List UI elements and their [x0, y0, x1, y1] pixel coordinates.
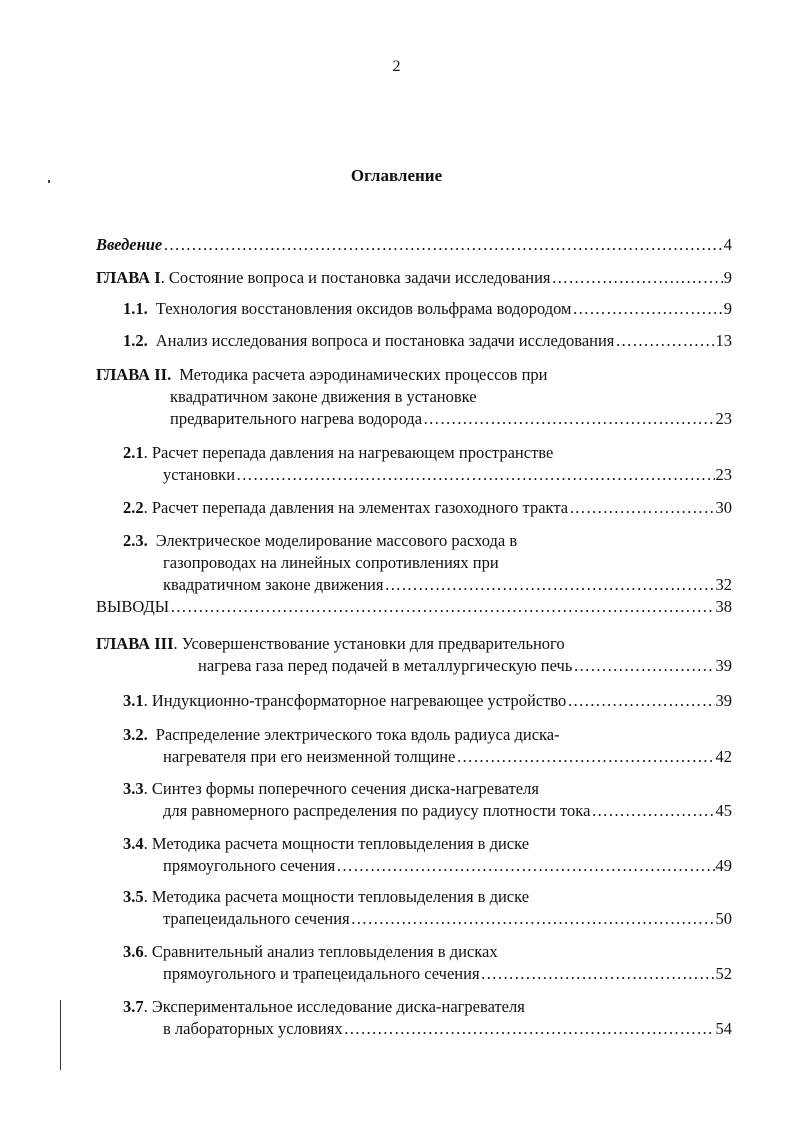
section-title-line1: Электрическое моделирование массового расхода в	[155, 531, 518, 550]
section-title-line2: прямоугольного сечения	[163, 856, 336, 875]
toc-entry-3-4-line1[interactable]	[123, 833, 732, 855]
toc-entry-1-2[interactable]	[123, 330, 732, 352]
toc-entry-3-1[interactable]	[123, 690, 732, 712]
chapter-title: . Состояние вопроса и постановка задачи исследования	[160, 268, 551, 287]
section-number: 3.5	[123, 887, 144, 906]
toc-entry-3-5-line1[interactable]	[123, 886, 732, 908]
dot-leader	[573, 655, 714, 677]
section-number: 2.2	[123, 498, 144, 517]
dot-leader	[591, 800, 714, 822]
section-title: Технология восстановления оксидов вольфрама водородом	[155, 299, 572, 318]
section-title-line1: . Экспериментальное исследование диска-нагревателя	[143, 997, 525, 1016]
chapter-label: ГЛАВА II.	[96, 365, 172, 384]
page-ref: 13	[715, 331, 732, 350]
page-number: 2	[392, 58, 401, 75]
chapter-title-line2: нагрева газа перед подачей в металлургическую печь	[198, 656, 573, 675]
page-ref: 9	[723, 299, 732, 318]
section-title-line1: . Методика расчета мощности тепловыделения в диске	[143, 834, 530, 853]
section-title-line2: установки	[163, 465, 236, 484]
section-number: 3.7	[123, 997, 144, 1016]
toc-entry-2-1-line2[interactable]	[163, 464, 732, 486]
section-title-line1: . Сравнительный анализ тепловыделения в дисках	[143, 942, 498, 961]
page-ref: 9	[723, 268, 732, 287]
page-ref: 23	[715, 465, 732, 484]
toc-entry-2-3-line3[interactable]	[163, 574, 732, 596]
toc-entry-2-1-line1[interactable]	[123, 442, 732, 464]
toc-entry-3-2-line2[interactable]	[163, 746, 732, 768]
page-ref: 4	[723, 235, 732, 254]
dot-leader	[481, 963, 715, 985]
section-title-line3: квадратичном законе движения	[163, 575, 384, 594]
dot-leader	[552, 267, 723, 289]
chapter-label: ГЛАВА I	[96, 268, 161, 287]
toc-entry-3-7-line1[interactable]	[123, 996, 732, 1018]
section-number: 1.1.	[123, 299, 148, 318]
section-title-line2: для равномерного распределения по радиусу плотности тока	[163, 801, 591, 820]
section-title-line1: . Синтез формы поперечного сечения диска-нагревателя	[143, 779, 539, 798]
section-number: 2.3.	[123, 531, 148, 550]
section-number: 3.3	[123, 779, 144, 798]
toc-entry-3-2-line1[interactable]	[123, 724, 732, 746]
toc-entry-intro[interactable]	[96, 234, 732, 256]
chapter-title-line1: Методика расчета аэродинамических процессов при	[179, 365, 548, 384]
section-title-line2: трапецеидального сечения	[163, 909, 350, 928]
toc-entry-3-7-line2[interactable]	[163, 1018, 732, 1040]
page-ref: 39	[715, 656, 732, 675]
toc-entry-2-3-line1[interactable]	[123, 530, 732, 552]
page-ref: 52	[715, 964, 732, 983]
section-title-line2: прямоугольного и трапецеидального сечения	[163, 964, 480, 983]
page-ref: 23	[715, 409, 732, 428]
dot-leader	[351, 908, 715, 930]
toc-entry-3-4-line2[interactable]	[163, 855, 732, 877]
section-title: . Индукционно-трансформаторное нагревающее устройство	[143, 691, 567, 710]
toc-entry-chapter-3-line2[interactable]	[198, 655, 732, 677]
dot-leader	[567, 690, 714, 712]
toc-entry-3-6-line2[interactable]	[163, 963, 732, 985]
toc-entry-1-1[interactable]	[123, 298, 732, 320]
section-number: 2.1	[123, 443, 144, 462]
toc-entry-chapter-2-line1[interactable]	[96, 364, 732, 386]
toc-entry-chapter-2-line3[interactable]	[170, 408, 732, 430]
dot-leader	[456, 746, 714, 768]
dot-leader	[569, 497, 714, 519]
toc-entry-2-2[interactable]	[123, 497, 732, 519]
section-title-line1: Распределение электрического тока вдоль радиуса диска-	[155, 725, 560, 744]
toc-entry-3-3-line1[interactable]	[123, 778, 732, 800]
page-ref: 54	[715, 1019, 732, 1038]
dot-leader	[163, 234, 722, 256]
section-title: Анализ исследования вопроса и постановка задачи исследования	[155, 331, 615, 350]
intro-label: Введение	[96, 235, 163, 254]
chapter-title-line2: квадратичном законе движения в установке	[170, 387, 477, 406]
dot-leader	[170, 596, 714, 618]
toc-entry-3-5-line2[interactable]	[163, 908, 732, 930]
section-number: 3.2.	[123, 725, 148, 744]
section-title-line2: нагревателя при его неизменной толщине	[163, 747, 456, 766]
page-ref: 39	[715, 691, 732, 710]
dot-leader	[236, 464, 714, 486]
dot-leader	[344, 1018, 715, 1040]
section-title-line2: газопроводах на линейных сопротивлениях при	[163, 553, 499, 572]
page-ref: 49	[715, 856, 732, 875]
section-title: . Расчет перепада давления на элементах газоходного тракта	[143, 498, 569, 517]
page-ref: 50	[715, 909, 732, 928]
section-number: 3.6	[123, 942, 144, 961]
toc-title: Оглавление	[350, 166, 443, 185]
dot-leader	[423, 408, 714, 430]
toc-entry-3-6-line1[interactable]	[123, 941, 732, 963]
toc-entry-chapter-2-line2	[170, 386, 732, 408]
toc-entry-3-3-line2[interactable]	[163, 800, 732, 822]
section-title-line1: . Методика расчета мощности тепловыделения в диске	[143, 887, 530, 906]
section-number: 1.2.	[123, 331, 148, 350]
chapter-title-line1: . Усовершенствование установки для предварительного	[173, 634, 565, 653]
page-ref: 32	[715, 575, 732, 594]
toc-entry-2-3-line2	[163, 552, 732, 574]
page-ref: 45	[715, 801, 732, 820]
dot-leader	[384, 574, 714, 596]
page-ref: 42	[715, 747, 732, 766]
page-ref: 30	[715, 498, 732, 517]
dot-leader	[336, 855, 714, 877]
toc-entry-conclusions[interactable]	[96, 596, 732, 618]
conclusions-label: ВЫВОДЫ	[96, 597, 170, 616]
section-title-line2: в лабораторных условиях	[163, 1019, 343, 1038]
dot-leader	[615, 330, 714, 352]
section-title-line1: . Расчет перепада давления на нагревающем пространстве	[143, 443, 554, 462]
section-number: 3.4	[123, 834, 144, 853]
chapter-title-line3: предварительного нагрева водорода	[170, 409, 423, 428]
section-number: 3.1	[123, 691, 144, 710]
dot-leader	[573, 298, 723, 320]
page-ref: 38	[715, 597, 732, 616]
toc-entry-chapter-1[interactable]	[96, 267, 732, 289]
toc-entry-chapter-3-line1[interactable]	[96, 633, 732, 655]
chapter-label: ГЛАВА III	[96, 634, 174, 653]
